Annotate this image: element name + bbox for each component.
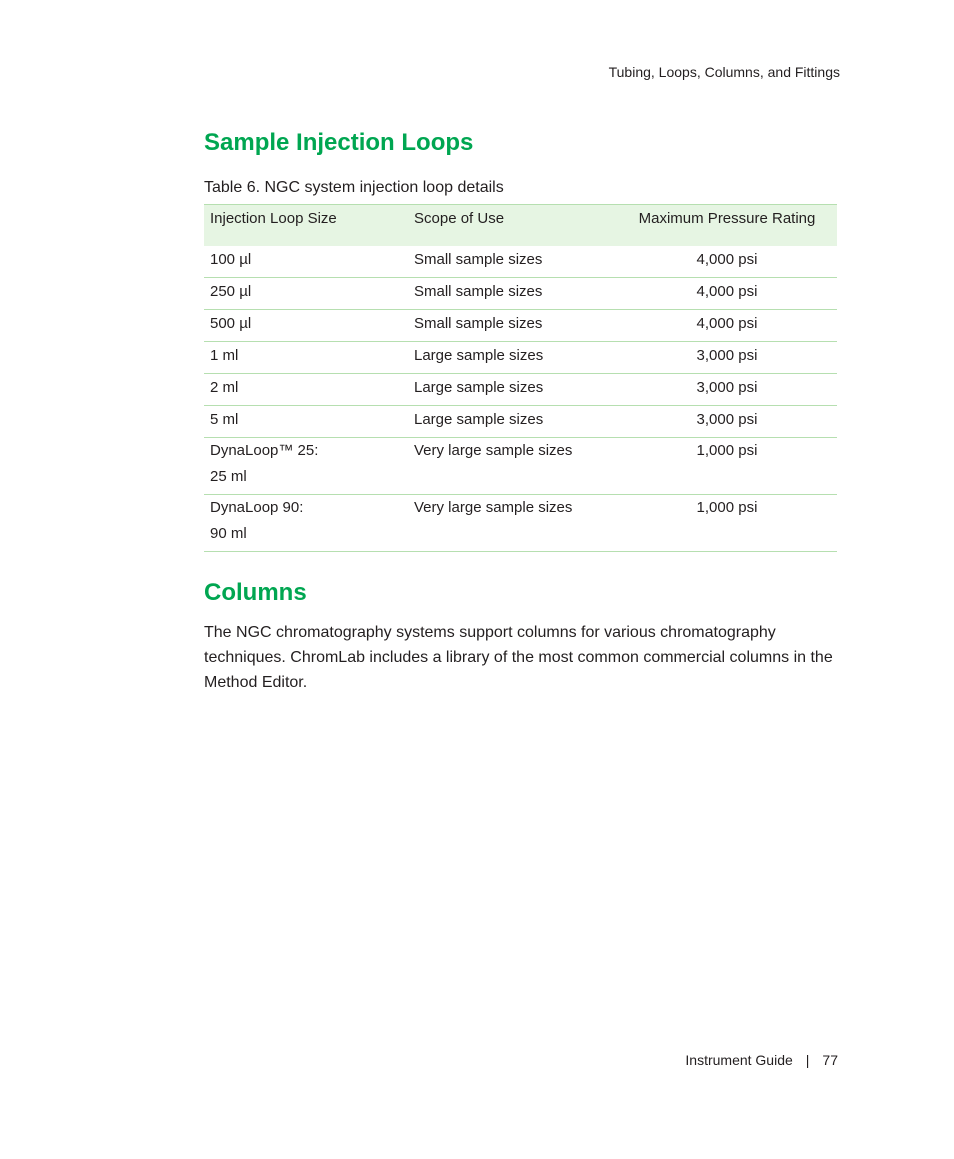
- cell-pressure: 1,000 psi: [617, 437, 837, 494]
- table-row: [204, 309, 837, 341]
- cell-loop-size: 250 µl: [204, 277, 408, 309]
- footer-separator: |: [805, 1052, 810, 1068]
- table-row: [204, 341, 837, 373]
- cell-loop-size-line1: DynaLoop 90:: [210, 498, 304, 516]
- running-header: Tubing, Loops, Columns, and Fittings: [608, 64, 840, 80]
- table-caption: Table 6. NGC system injection loop details: [204, 179, 504, 196]
- cell-pressure: 3,000 psi: [617, 341, 837, 373]
- page-number: 77: [822, 1052, 838, 1068]
- cell-scope: Small sample sizes: [408, 246, 617, 278]
- cell-scope: Very large sample sizes: [408, 494, 617, 551]
- table-row: [204, 277, 837, 309]
- cell-loop-size: [204, 494, 408, 551]
- injection-loop-table: [204, 204, 837, 552]
- table-row: [204, 494, 837, 551]
- cell-pressure: 1,000 psi: [617, 494, 837, 551]
- cell-scope: Large sample sizes: [408, 341, 617, 373]
- cell-scope: Large sample sizes: [408, 373, 617, 405]
- table-row: [204, 246, 837, 278]
- cell-loop-size: [204, 437, 408, 494]
- cell-loop-size: 500 µl: [204, 309, 408, 341]
- cell-loop-size: 100 µl: [204, 246, 408, 278]
- cell-scope: Very large sample sizes: [408, 437, 617, 494]
- cell-pressure: 4,000 psi: [617, 277, 837, 309]
- cell-pressure: 3,000 psi: [617, 373, 837, 405]
- section-heading-columns: Columns: [204, 579, 307, 606]
- cell-pressure: 3,000 psi: [617, 405, 837, 437]
- columns-body-text: The NGC chromatography systems support columns for various chromatography techniques. ChromLab includes a library of the most common commercial columns in the Method Editor.: [204, 624, 833, 691]
- page-footer: [685, 1052, 838, 1068]
- cell-pressure: 4,000 psi: [617, 309, 837, 341]
- column-header-max-pressure: Maximum Pressure Rating: [617, 205, 837, 246]
- cell-loop-size-line2: 25 ml: [210, 467, 247, 485]
- cell-scope: Small sample sizes: [408, 309, 617, 341]
- table-row: [204, 405, 837, 437]
- cell-loop-size-line2: 90 ml: [210, 524, 247, 542]
- cell-scope: Large sample sizes: [408, 405, 617, 437]
- cell-loop-size: 1 ml: [204, 341, 408, 373]
- table-header-row: [204, 205, 837, 246]
- column-header-scope: Scope of Use: [408, 205, 617, 246]
- column-header-loop-size: Injection Loop Size: [204, 205, 408, 246]
- cell-loop-size-line1: DynaLoop™ 25:: [210, 441, 319, 459]
- cell-loop-size: 5 ml: [204, 405, 408, 437]
- cell-loop-size: 2 ml: [204, 373, 408, 405]
- table-row: [204, 373, 837, 405]
- cell-pressure: 4,000 psi: [617, 246, 837, 278]
- section-heading-sample-injection-loops: Sample Injection Loops: [204, 129, 474, 156]
- cell-scope: Small sample sizes: [408, 277, 617, 309]
- table-row: [204, 437, 837, 494]
- footer-guide-title: Instrument Guide: [685, 1052, 793, 1068]
